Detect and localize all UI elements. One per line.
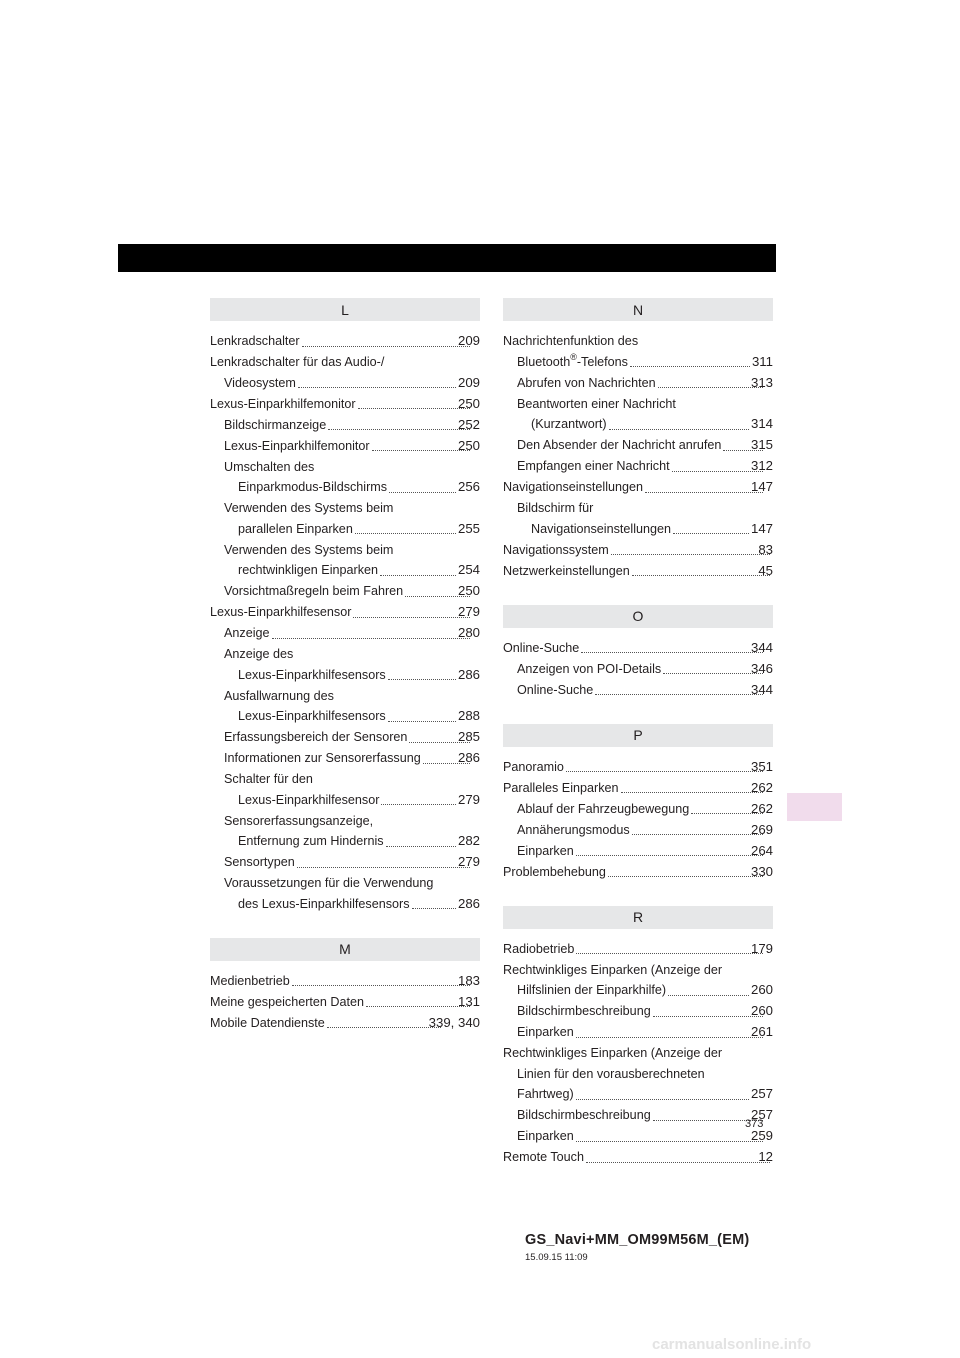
entry-line bbox=[210, 373, 480, 394]
leader-dots bbox=[372, 450, 470, 451]
index-subentry[interactable] bbox=[210, 727, 480, 748]
entry-label: Hilfslinien der Einparkhilfe) bbox=[517, 983, 667, 997]
entry-line bbox=[517, 519, 773, 540]
entry-label: Bildschirmbeschreibung bbox=[517, 1108, 651, 1122]
index-subentry[interactable] bbox=[503, 1022, 773, 1043]
index-subentry[interactable] bbox=[210, 436, 480, 457]
index-entry[interactable] bbox=[503, 1043, 773, 1105]
entry-line bbox=[517, 680, 773, 701]
entry-page-number[interactable]: 147 bbox=[750, 520, 773, 536]
entry-line bbox=[210, 971, 480, 992]
index-column-left bbox=[210, 298, 480, 1034]
leader-dots bbox=[566, 771, 763, 772]
entry-label: Bluetooth®-Telefons bbox=[517, 351, 628, 369]
index-subentry[interactable] bbox=[210, 498, 480, 539]
entry-line bbox=[210, 602, 480, 623]
entry-label: Schalter für den bbox=[224, 772, 313, 786]
index-entry[interactable] bbox=[503, 960, 773, 1001]
entry-label: Navigationseinstellungen bbox=[503, 480, 644, 494]
leader-dots bbox=[298, 387, 456, 388]
index-entry[interactable] bbox=[210, 992, 480, 1013]
entry-label: Panoramio bbox=[503, 759, 564, 774]
entry-page-number[interactable]: 314 bbox=[750, 416, 773, 431]
entry-line bbox=[517, 373, 773, 394]
entry-page-number[interactable]: 256 bbox=[457, 479, 480, 494]
index-subentry[interactable] bbox=[503, 394, 773, 435]
entry-page-number[interactable]: 313 bbox=[750, 374, 773, 390]
chapter-tab bbox=[787, 793, 842, 821]
leader-dots bbox=[586, 1162, 770, 1163]
entry-label: Sensortypen bbox=[224, 855, 295, 869]
entry-line bbox=[517, 799, 773, 820]
entry-label: Medienbetrieb bbox=[210, 973, 290, 988]
entry-label: Entfernung zum Hindernis bbox=[238, 834, 384, 848]
entry-page-number[interactable]: 209 bbox=[457, 374, 480, 390]
index-subentry[interactable] bbox=[210, 686, 480, 727]
entry-page-number[interactable]: 286 bbox=[457, 895, 480, 911]
index-subentry[interactable] bbox=[210, 644, 480, 685]
entry-label: Erfassungsbereich der Sensoren bbox=[224, 730, 408, 744]
index-subentry[interactable] bbox=[210, 540, 480, 581]
entry-label: Informationen zur Sensorerfassung bbox=[224, 751, 421, 765]
index-entry[interactable] bbox=[210, 1013, 480, 1034]
entry-label: Lexus-Einparkhilfesensor bbox=[238, 792, 380, 807]
entry-page-number[interactable]: 262 bbox=[750, 800, 773, 816]
entry-page-number[interactable]: 288 bbox=[457, 708, 480, 723]
leader-dots bbox=[328, 429, 470, 430]
entry-label: Ablauf der Fahrzeugbewegung bbox=[517, 801, 690, 816]
entry-label: Videosystem bbox=[224, 375, 296, 390]
leader-dots bbox=[653, 1016, 763, 1017]
index-subentry[interactable] bbox=[210, 873, 480, 914]
entry-line bbox=[517, 1105, 773, 1126]
entry-line bbox=[503, 757, 773, 778]
entry-label: Einparken bbox=[517, 1025, 574, 1039]
leader-dots bbox=[358, 408, 470, 409]
entry-page-number[interactable]: 257 bbox=[750, 1107, 773, 1122]
leader-dots bbox=[576, 855, 763, 856]
index-subentry[interactable] bbox=[210, 769, 480, 810]
leader-dots bbox=[302, 346, 470, 347]
entry-page-number[interactable]: 250 bbox=[457, 583, 480, 598]
entry-label: Navigationseinstellungen bbox=[531, 521, 672, 536]
entry-page-number[interactable]: 260 bbox=[750, 1003, 773, 1018]
section-gap bbox=[503, 582, 773, 605]
entry-page-number[interactable]: 346 bbox=[750, 660, 773, 676]
entry-label: Abrufen von Nachrichten bbox=[517, 375, 656, 390]
entry-page-number[interactable]: 250 bbox=[457, 437, 480, 453]
entry-label: Rechtwinkliges Einparken (Anzeige der bbox=[503, 1046, 723, 1060]
entry-label: Linien für den vorausberechneten bbox=[517, 1066, 705, 1081]
entry-label: Problembehebung bbox=[503, 864, 606, 879]
entry-page-number[interactable]: 311 bbox=[751, 353, 773, 369]
entry-line bbox=[224, 560, 480, 581]
entry-page-number[interactable]: 252 bbox=[457, 416, 480, 432]
index-entry[interactable] bbox=[503, 757, 773, 778]
entry-line bbox=[224, 727, 480, 748]
leader-dots bbox=[668, 995, 749, 996]
entry-label: Lexus-Einparkhilfesensors bbox=[238, 709, 386, 723]
entry-label: Navigationssystem bbox=[503, 542, 609, 557]
entry-label: Netzwerkeinstellungen bbox=[503, 563, 630, 578]
entry-line bbox=[224, 498, 480, 519]
index-subentry[interactable] bbox=[503, 498, 773, 539]
entry-page-number[interactable]: 286 bbox=[457, 666, 480, 682]
index-subentry[interactable] bbox=[503, 1105, 773, 1126]
entry-label: Einparken bbox=[517, 1129, 574, 1143]
leader-dots bbox=[673, 533, 749, 534]
entry-label: Verwenden des Systems beim bbox=[224, 542, 394, 557]
entry-line bbox=[517, 841, 773, 862]
leader-dots bbox=[353, 617, 470, 618]
leader-dots bbox=[672, 471, 763, 472]
section-heading: L bbox=[210, 298, 480, 321]
entry-line bbox=[517, 1126, 773, 1147]
entry-label: Lenkradschalter für das Audio-/ bbox=[210, 355, 385, 369]
leader-dots bbox=[389, 492, 456, 493]
entry-line bbox=[224, 873, 480, 894]
leader-dots bbox=[663, 673, 763, 674]
index-entry[interactable] bbox=[210, 352, 480, 393]
entry-label: Einparken bbox=[517, 843, 574, 858]
index-entry[interactable] bbox=[503, 1147, 773, 1168]
entry-label: Beantworten einer Nachricht bbox=[517, 396, 676, 411]
entry-line bbox=[517, 820, 773, 841]
entry-line bbox=[517, 414, 773, 435]
index-subentry[interactable] bbox=[503, 1126, 773, 1147]
entry-page-number[interactable]: 250 bbox=[457, 395, 480, 411]
entry-line bbox=[503, 1084, 773, 1105]
entry-label: Fahrtweg) bbox=[517, 1087, 574, 1101]
entry-line bbox=[224, 706, 480, 727]
index-subentry[interactable] bbox=[503, 435, 773, 456]
entry-page-number[interactable]: 12 bbox=[758, 1149, 773, 1164]
entry-line bbox=[517, 456, 773, 477]
entry-page-number[interactable]: 351 bbox=[750, 758, 773, 774]
entry-label: Annäherungsmodus bbox=[517, 822, 630, 837]
entry-label: Einparkmodus-Bildschirms bbox=[238, 480, 388, 494]
entry-page-number[interactable]: 261 bbox=[750, 1024, 773, 1039]
entry-line bbox=[503, 939, 773, 960]
section-heading: M bbox=[210, 938, 480, 961]
leader-dots bbox=[595, 694, 763, 695]
entry-line bbox=[224, 686, 480, 707]
index-entry[interactable] bbox=[210, 331, 480, 352]
leader-dots bbox=[355, 533, 456, 534]
leader-dots bbox=[621, 792, 763, 793]
entry-label: Bildschirm für bbox=[517, 501, 594, 515]
index-subentry[interactable] bbox=[210, 457, 480, 498]
entry-label: Anzeige bbox=[224, 626, 270, 640]
leader-dots bbox=[412, 908, 456, 909]
entry-label: Nachrichtenfunktion des bbox=[503, 334, 639, 348]
leader-dots bbox=[576, 1141, 763, 1142]
entry-page-number[interactable]: 260 bbox=[750, 982, 773, 997]
entry-page-number[interactable]: 269 bbox=[750, 821, 773, 837]
entry-line bbox=[224, 540, 480, 561]
entry-line bbox=[224, 769, 480, 790]
entry-line bbox=[503, 331, 773, 352]
leader-dots bbox=[380, 575, 456, 576]
entry-label: Meine gespeicherten Daten bbox=[210, 994, 365, 1009]
entry-page-number[interactable]: 257 bbox=[750, 1086, 773, 1101]
section-gap bbox=[503, 701, 773, 724]
entry-label: Ausfallwarnung des bbox=[224, 688, 334, 703]
entry-label: Verwenden des Systems beim bbox=[224, 501, 394, 515]
index-entry[interactable] bbox=[503, 778, 773, 799]
leader-dots bbox=[645, 492, 763, 493]
entry-page-number[interactable]: 344 bbox=[750, 639, 773, 655]
index-entry[interactable] bbox=[503, 561, 773, 582]
entry-line bbox=[517, 1001, 773, 1022]
entry-page-number[interactable]: 285 bbox=[457, 729, 480, 744]
index-column-right bbox=[503, 298, 773, 1168]
page-number: 373 bbox=[745, 1118, 764, 1130]
entry-label: parallelen Einparken bbox=[238, 521, 353, 536]
index-subentry[interactable] bbox=[503, 799, 773, 820]
section-heading: P bbox=[503, 724, 773, 747]
section-gap bbox=[503, 883, 773, 906]
entry-line bbox=[224, 665, 480, 686]
entry-page-number[interactable]: 312 bbox=[750, 458, 773, 473]
entry-line bbox=[224, 644, 480, 665]
entry-line bbox=[503, 477, 773, 498]
footer-document-code: GS_Navi+MM_OM99M56M_(EM) bbox=[525, 1232, 750, 1248]
entry-line bbox=[503, 561, 773, 582]
index-entry[interactable] bbox=[503, 331, 773, 372]
entry-line bbox=[224, 790, 480, 811]
leader-dots bbox=[632, 575, 771, 576]
entry-label: Online-Suche bbox=[517, 682, 594, 697]
entry-label: Lenkradschalter bbox=[210, 334, 300, 348]
entry-label: Anzeige des bbox=[224, 647, 294, 661]
entry-label: Empfangen einer Nachricht bbox=[517, 459, 670, 473]
entry-page-number[interactable]: 280 bbox=[457, 625, 480, 640]
entry-line bbox=[224, 415, 480, 436]
index-subentry[interactable] bbox=[210, 748, 480, 769]
index-subentry[interactable] bbox=[503, 1001, 773, 1022]
leader-dots bbox=[292, 985, 470, 986]
index-entry[interactable] bbox=[503, 939, 773, 960]
entry-label: Lexus-Einparkhilfesensor bbox=[210, 605, 352, 619]
entry-page-number[interactable]: 282 bbox=[457, 833, 480, 848]
entry-page-number[interactable]: 344 bbox=[750, 681, 773, 697]
entry-line bbox=[210, 1013, 480, 1034]
index-entry[interactable] bbox=[210, 971, 480, 992]
leader-dots bbox=[632, 834, 763, 835]
entry-page-number[interactable]: 262 bbox=[750, 779, 773, 795]
entry-page-number[interactable]: 259 bbox=[750, 1128, 773, 1143]
entry-line bbox=[517, 435, 773, 456]
entry-line bbox=[210, 352, 480, 373]
entry-page-number[interactable]: 339, 340 bbox=[428, 1014, 480, 1030]
entry-line bbox=[517, 1022, 773, 1043]
entry-line bbox=[517, 498, 773, 519]
entry-label: Mobile Datendienste bbox=[210, 1015, 325, 1030]
entry-label: rechtwinkligen Einparken bbox=[238, 563, 379, 577]
leader-dots bbox=[386, 846, 456, 847]
entry-line bbox=[210, 331, 480, 352]
section-heading: N bbox=[503, 298, 773, 321]
entry-page-number[interactable]: 209 bbox=[457, 333, 480, 348]
entry-line bbox=[210, 394, 480, 415]
leader-dots bbox=[272, 638, 470, 639]
entry-line bbox=[224, 831, 480, 852]
entry-label: Online-Suche bbox=[503, 640, 580, 655]
entry-line bbox=[517, 394, 773, 415]
index-subentry[interactable] bbox=[210, 415, 480, 436]
entry-page-number[interactable]: 279 bbox=[457, 791, 480, 807]
entry-label: Den Absender der Nachricht anrufen bbox=[517, 438, 722, 452]
index-entry[interactable] bbox=[503, 638, 773, 659]
entry-line bbox=[224, 852, 480, 873]
entry-line bbox=[224, 811, 480, 832]
section-heading: R bbox=[503, 906, 773, 929]
entry-line bbox=[503, 1043, 773, 1064]
entry-line bbox=[503, 980, 773, 1001]
entry-line bbox=[210, 992, 480, 1013]
entry-line bbox=[503, 638, 773, 659]
entry-label: Bildschirmanzeige bbox=[224, 417, 327, 432]
entry-line bbox=[517, 659, 773, 680]
index-entry[interactable] bbox=[210, 602, 480, 623]
entry-line bbox=[503, 960, 773, 981]
entry-label: des Lexus-Einparkhilfesensors bbox=[238, 896, 410, 911]
index-subentry[interactable] bbox=[503, 373, 773, 394]
leader-dots bbox=[327, 1027, 441, 1028]
index-entry[interactable] bbox=[503, 477, 773, 498]
index-subentry[interactable] bbox=[503, 456, 773, 477]
index-entry[interactable] bbox=[210, 394, 480, 415]
entry-line bbox=[224, 748, 480, 769]
leader-dots bbox=[611, 554, 771, 555]
entry-page-number[interactable]: 264 bbox=[750, 842, 773, 858]
entry-page-number[interactable]: 330 bbox=[750, 863, 773, 879]
leader-dots bbox=[609, 429, 749, 430]
entry-line bbox=[224, 457, 480, 478]
watermark: carmanualsonline.info bbox=[652, 1336, 812, 1353]
entry-page-number[interactable]: 255 bbox=[457, 520, 480, 536]
section-gap bbox=[210, 915, 480, 938]
leader-dots bbox=[388, 721, 456, 722]
leader-dots bbox=[388, 679, 456, 680]
index-subentry[interactable] bbox=[503, 820, 773, 841]
entry-page-number[interactable]: 183 bbox=[457, 972, 480, 988]
entry-label: Sensorerfassungsanzeige, bbox=[224, 813, 374, 828]
leader-dots bbox=[366, 1006, 470, 1007]
entry-page-number[interactable]: 315 bbox=[750, 437, 773, 452]
entry-label: Bildschirmbeschreibung bbox=[517, 1004, 651, 1018]
index-subentry[interactable] bbox=[210, 581, 480, 602]
footer-date: 15.09.15 11:09 bbox=[525, 1252, 588, 1263]
index-subentry[interactable] bbox=[503, 659, 773, 680]
header-bar bbox=[118, 244, 776, 272]
entry-label: Lexus-Einparkhilfesensors bbox=[238, 667, 386, 682]
index-subentry[interactable] bbox=[210, 852, 480, 873]
leader-dots bbox=[576, 1099, 749, 1100]
index-subentry[interactable] bbox=[210, 623, 480, 644]
entry-label: (Kurzantwort) bbox=[531, 417, 607, 431]
entry-page-number[interactable]: 279 bbox=[457, 604, 480, 619]
entry-line bbox=[224, 519, 480, 540]
entry-page-number[interactable]: 45 bbox=[758, 562, 773, 578]
section-heading: O bbox=[503, 605, 773, 628]
leader-dots bbox=[658, 387, 763, 388]
leader-dots bbox=[576, 953, 763, 954]
entry-line bbox=[224, 623, 480, 644]
leader-dots bbox=[630, 366, 750, 367]
leader-dots bbox=[581, 652, 763, 653]
index-entry[interactable] bbox=[503, 862, 773, 883]
leader-dots bbox=[381, 804, 456, 805]
entry-label: Paralleles Einparken bbox=[503, 780, 619, 795]
entry-page-number[interactable]: 83 bbox=[758, 541, 773, 557]
entry-label: Voraussetzungen für die Verwendung bbox=[224, 876, 434, 890]
entry-page-number[interactable]: 131 bbox=[457, 993, 480, 1009]
entry-line bbox=[224, 894, 480, 915]
entry-line bbox=[503, 778, 773, 799]
entry-label: Remote Touch bbox=[503, 1150, 584, 1164]
entry-line bbox=[503, 1064, 773, 1085]
index-entry[interactable] bbox=[503, 540, 773, 561]
entry-page-number[interactable]: 279 bbox=[457, 854, 480, 869]
entry-label: Radiobetrieb bbox=[503, 941, 575, 956]
entry-line bbox=[503, 862, 773, 883]
entry-line bbox=[224, 581, 480, 602]
entry-line bbox=[503, 352, 773, 373]
entry-line bbox=[503, 1147, 773, 1168]
entry-label: Lexus-Einparkhilfemonitor bbox=[210, 396, 356, 411]
leader-dots bbox=[608, 876, 763, 877]
index-subentry[interactable] bbox=[503, 680, 773, 701]
entry-page-number[interactable]: 147 bbox=[750, 479, 773, 494]
entry-label: Vorsichtmaßregeln beim Fahren bbox=[224, 584, 404, 598]
entry-line bbox=[224, 477, 480, 498]
entry-page-number[interactable]: 286 bbox=[457, 750, 480, 765]
entry-label: Anzeigen von POI-Details bbox=[517, 661, 662, 676]
leader-dots bbox=[576, 1037, 763, 1038]
entry-page-number[interactable]: 179 bbox=[750, 940, 773, 956]
entry-label: Umschalten des bbox=[224, 459, 315, 474]
index-subentry[interactable] bbox=[210, 811, 480, 852]
entry-line bbox=[224, 436, 480, 457]
entry-line bbox=[503, 540, 773, 561]
leader-dots bbox=[297, 867, 470, 868]
entry-label: Rechtwinkliges Einparken (Anzeige der bbox=[503, 962, 723, 977]
entry-page-number[interactable]: 254 bbox=[457, 562, 480, 577]
index-subentry[interactable] bbox=[503, 841, 773, 862]
entry-label: Lexus-Einparkhilfemonitor bbox=[224, 438, 370, 453]
